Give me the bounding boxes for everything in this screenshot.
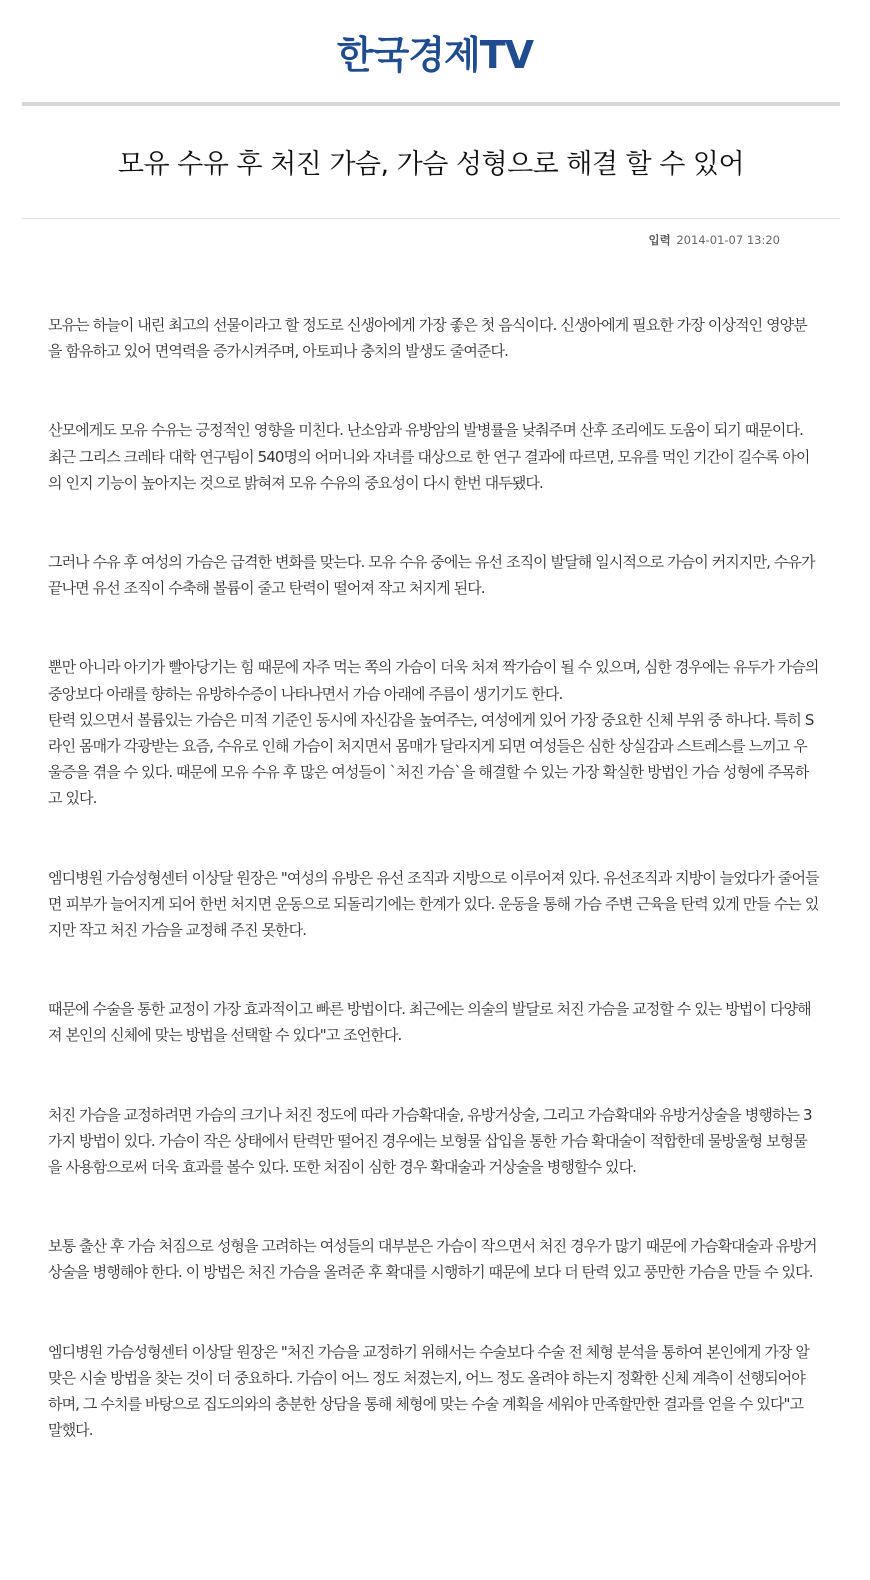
article-paragraph: 엠디병원 가슴성형센터 이상달 원장은 "여성의 유방은 유선 조직과 지방으로 이루어져 있다. 유선조직과 지방이 늘었다가 줄어들면 피부가 늘어지게 되어 한번 처지면 운동으로 되돌리기에는 한계가 있다. 운동을 통해 가슴 주변 근육을 탄력 있게 만들 수는 있지만 작고 처진 가슴을 교정해 주진 못한다. (48, 868, 819, 940)
article-title: 모유 수유 후 처진 가슴, 가슴 성형으로 해결 할 수 있어 (117, 149, 745, 180)
article-paragraph: 처진 가슴을 교정하려면 가슴의 크기나 처진 정도에 따라 가슴확대술, 유방거상술, 그리고 가슴확대와 유방거상술을 병행하는 3가지 방법이 있다. 가슴이 작은 상태에서 탄력만 떨어진 경우에는 보형물 삽입을 통한 가슴 확대술이 적합한데 물방울형 보형물을 사용함으로써 더욱 효과를 볼수 있다. 또한 처짐이 심한 경우 확대술과 거상술을 병행할수 있다. (48, 1105, 812, 1177)
article-paragraph: 모유는 하늘이 내린 최고의 선물이라고 할 정도로 신생아에게 가장 좋은 첫 음식이다. 신생아에게 필요한 가장 이상적인 영양분을 함유하고 있어 면역력을 증가시켜주며, 아토피나 충치의 발생도 줄여준다. (48, 316, 807, 361)
title-divider (22, 218, 840, 219)
published-datetime: 2014-01-07 13:20 (676, 233, 780, 247)
article-paragraph: 산모에게도 모유 수유는 긍정적인 영향을 미친다. 난소암과 유방암의 발병률을 낮춰주며 산후 조리에도 도움이 되기 때문이다. 최근 그리스 크레타 대학 연구팀이 540명의 어머니와 자녀를 대상으로 한 연구 결과에 따르면, 모유를 먹인 기간이 길수록 아이의 인지 기능이 높아지는 것으로 밝혀져 모유 수유의 중요성이 다시 한번 대두됐다. (48, 421, 810, 492)
published-label: 입력 (648, 233, 671, 247)
article-paragraph: 보통 출산 후 가슴 처짐으로 성형을 고려하는 여성들의 대부분은 가슴이 작으면서 처진 경우가 많기 때문에 가슴확대술과 유방거상술을 병행해야 한다. 이 방법은 처진 가슴을 올려준 후 확대를 시행하기 때문에 보다 더 탄력 있고 풍만한 가슴을 만들 수 있다. (48, 1237, 817, 1282)
article-meta (648, 232, 780, 248)
article-paragraph: 뿐만 아니라 아기가 빨아당기는 힘 때문에 자주 먹는 쪽의 가슴이 더욱 처져 짝가슴이 될 수 있으며, 심한 경우에는 유두가 가슴의 중앙보다 아래를 향하는 유방하수증이 나타나면서 가슴 아래에 주름이 생기기도 한다. (48, 658, 819, 703)
site-header (0, 0, 870, 100)
article-body (48, 312, 820, 1496)
article-paragraph: 엠디병원 가슴성형센터 이상달 원장은 "처진 가슴을 교정하기 위해서는 수술보다 수술 전 체형 분석을 통하여 본인에게 가장 알맞은 시술 방법을 찾는 것이 더 중요하다. 가슴이 어느 정도 처졌는지, 어느 정도 올려야 하는지 정확한 신체 계측이 선행되어야 하며, 그 수치를 바탕으로 집도의와의 충분한 상담을 통해 체형에 맞는 수술 계획을 세워야 만족할만한 결과를 얻을 수 있다"고 말했다. (48, 1342, 809, 1440)
article-paragraph: 탄력 있으면서 볼륨있는 가슴은 미적 기준인 동시에 자신감을 높여주는, 여성에게 있어 가장 중요한 신체 부위 중 하나다. 특히 S라인 몸매가 각광받는 요즘, 수유로 인해 가슴이 처지면서 몸매가 달라지게 되면 여성들은 심한 상실감과 스트레스를 느끼고 우울증을 겪을 수 있다. 때문에 모유 수유 후 많은 여성들이 `처진 가슴`을 해결할 수 있는 가장 확실한 방법인 가슴 성형에 주목하고 있다. (48, 710, 814, 808)
article-paragraph: 그러나 수유 후 여성의 가슴은 급격한 변화를 맞는다. 모유 수유 중에는 유선 조직이 발달해 일시적으로 가슴이 커지지만, 수유가 끝나면 유선 조직이 수축해 볼륨이 줄고 탄력이 떨어져 작고 처지게 된다. (48, 553, 815, 598)
header-divider (22, 102, 840, 106)
site-logo[interactable]: 한국경제TV (336, 33, 534, 77)
article-paragraph: 때문에 수술을 통한 교정이 가장 효과적이고 빠른 방법이다. 최근에는 의술의 발달로 처진 가슴을 교정할 수 있는 방법이 다양해져 본인의 신체에 맞는 방법을 선택할 수 있다"고 조언한다. (48, 1000, 811, 1045)
